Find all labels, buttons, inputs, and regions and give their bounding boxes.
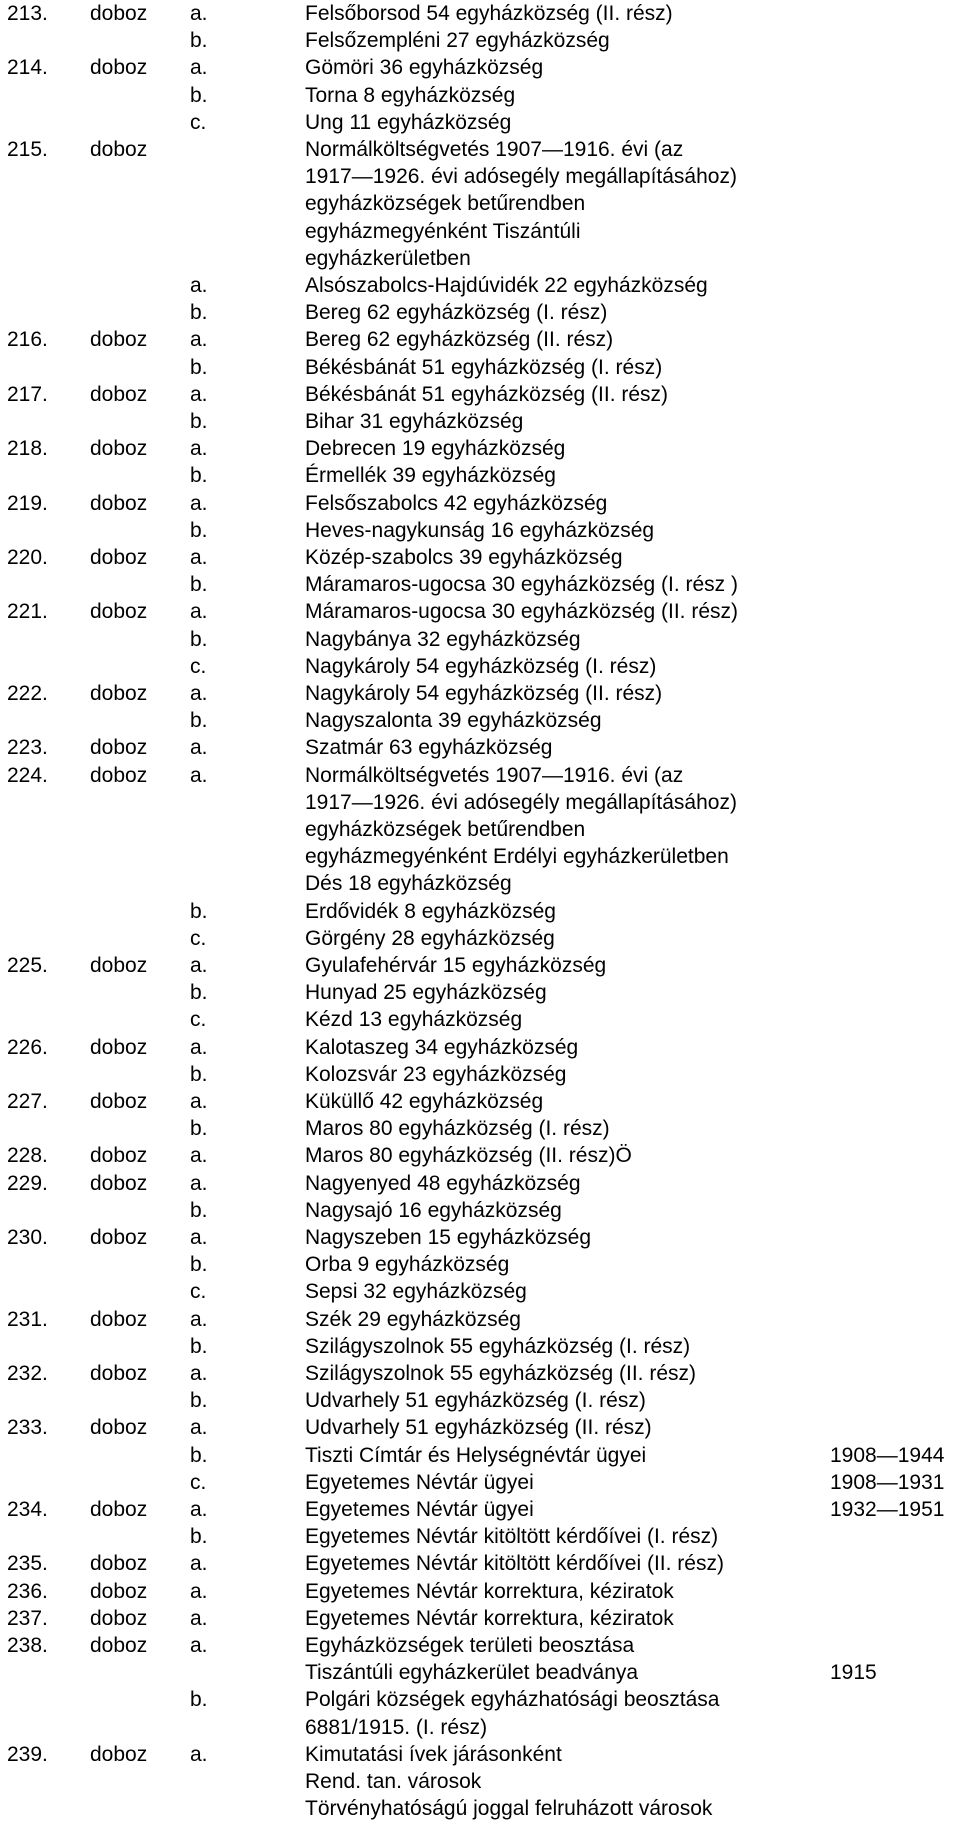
box-number: 228. (7, 1144, 48, 1168)
sub-item-letter: a. (190, 1579, 208, 1603)
list-row (0, 1469, 960, 1496)
entry-text: Rend. tan. városok (305, 1770, 482, 1793)
sub-item-letter: c. (190, 110, 207, 134)
entry-text: Máramaros-ugocsa 30 egyházközség (II. rész) (305, 600, 739, 624)
entry-text: Kolozsvár 23 egyházközség (305, 1062, 567, 1086)
entry-text: Nagybánya 32 egyházközség (305, 627, 581, 651)
sub-item-letter: a. (190, 1035, 208, 1059)
sub-item-letter: b. (190, 83, 208, 107)
entry-text: Egyetemes Névtár ügyei (305, 1470, 534, 1494)
sub-item-letter: a. (190, 1742, 208, 1766)
date-range: 1908—1931 (830, 1470, 945, 1494)
box-number: 239. (7, 1742, 48, 1766)
list-row (0, 1550, 960, 1577)
entry-text: Nagyszalonta 39 egyházközség (305, 709, 602, 733)
box-label: doboz (90, 491, 148, 515)
entry-text: Normálköltségvetés 1907—1916. évi (az (305, 763, 684, 787)
list-row (0, 1197, 960, 1224)
list-row (0, 190, 960, 217)
date-range: 1915 (830, 1661, 877, 1685)
sub-item-letter: a. (190, 1552, 208, 1576)
entry-text: Törvényhatóságú joggal felruházott városok (305, 1797, 713, 1821)
box-number: 230. (7, 1226, 48, 1249)
list-row (0, 1333, 960, 1360)
entry-text: Kézd 13 egyházközség (305, 1008, 523, 1032)
list-row (0, 354, 960, 381)
entry-text: Közép-szabolcs 39 egyházközség (305, 546, 623, 569)
list-row (0, 1659, 960, 1686)
list-row (0, 571, 960, 598)
entry-text: 1917—1926. évi adósegély megállapításához) (305, 165, 737, 189)
entry-text: Nagykároly 54 egyházközség (I. rész) (305, 654, 657, 678)
list-row (0, 82, 960, 109)
sub-item-letter: b. (190, 410, 208, 433)
sub-item-letter: b. (190, 29, 208, 53)
list-row (0, 680, 960, 707)
list-row (0, 136, 960, 163)
box-number: 218. (7, 437, 48, 461)
list-row (0, 490, 960, 517)
box-label: doboz (90, 736, 148, 760)
sub-item-letter: b. (190, 1525, 208, 1549)
sub-item-letter: a. (190, 1226, 208, 1249)
entry-text: Hunyad 25 egyházközség (305, 981, 547, 1005)
box-number: 222. (7, 682, 48, 705)
box-label: doboz (90, 1416, 148, 1440)
entry-text: Érmellék 39 egyházközség (305, 464, 556, 488)
box-number: 226. (7, 1035, 48, 1059)
list-row (0, 245, 960, 272)
box-label: doboz (90, 682, 148, 705)
box-label: doboz (90, 763, 148, 787)
entry-text: egyházközségek betűrendben (305, 818, 586, 841)
entry-text: Udvarhely 51 egyházközség (II. rész) (305, 1416, 652, 1440)
list-row (0, 762, 960, 789)
box-label: doboz (90, 1579, 148, 1603)
entry-text: Polgári községek egyházhatósági beosztása (305, 1688, 720, 1712)
entry-text: Erdővidék 8 egyházközség (305, 899, 556, 923)
box-number: 224. (7, 763, 48, 787)
sub-item-letter: a. (190, 682, 208, 705)
entry-text: Normálköltségvetés 1907—1916. évi (az (305, 138, 684, 161)
box-number: 220. (7, 546, 48, 569)
list-row (0, 925, 960, 952)
sub-item-letter: b. (190, 355, 208, 379)
box-number: 236. (7, 1579, 48, 1603)
entry-text: Nagyenyed 48 egyházközség (305, 1171, 581, 1195)
sub-item-letter: b. (190, 899, 208, 923)
list-row (0, 408, 960, 435)
sub-item-letter: c. (190, 654, 207, 678)
sub-item-letter: b. (190, 464, 208, 488)
entry-text: Szilágyszolnok 55 egyházközség (I. rész) (305, 1334, 691, 1358)
box-label: doboz (90, 328, 148, 352)
box-number: 217. (7, 382, 48, 406)
date-range: 1932—1951 (830, 1498, 945, 1521)
box-label: doboz (90, 1552, 148, 1576)
sub-item-letter: a. (190, 1171, 208, 1195)
box-label: doboz (90, 1606, 148, 1630)
box-number: 213. (7, 2, 48, 25)
list-row (0, 707, 960, 734)
list-row (0, 1714, 960, 1741)
sub-item-letter: a. (190, 56, 208, 80)
box-label: doboz (90, 1307, 148, 1331)
sub-item-letter: b. (190, 1117, 208, 1141)
box-label: doboz (90, 546, 148, 569)
box-label: doboz (90, 1498, 148, 1521)
box-number: 215. (7, 138, 48, 161)
entry-text: Egyházközségek területi beosztása (305, 1634, 635, 1657)
entry-text: Egyetemes Névtár kitöltött kérdőívei (II. rész) (305, 1552, 724, 1576)
list-row (0, 0, 960, 27)
entry-text: Nagykároly 54 egyházközség (II. rész) (305, 682, 663, 705)
entry-text: Görgény 28 egyházközség (305, 926, 555, 950)
box-number: 221. (7, 600, 48, 624)
list-row (0, 462, 960, 489)
entry-text: Egyetemes Névtár korrektura, kéziratok (305, 1606, 674, 1630)
entry-text: Egyetemes Névtár korrektura, kéziratok (305, 1579, 674, 1603)
list-row (0, 1360, 960, 1387)
sub-item-letter: b. (190, 1253, 208, 1277)
box-number: 234. (7, 1498, 48, 1521)
list-row (0, 1224, 960, 1251)
box-number: 231. (7, 1307, 48, 1331)
list-row (0, 1523, 960, 1550)
sub-item-letter: b. (190, 1688, 208, 1712)
sub-item-letter: a. (190, 546, 208, 569)
list-row (0, 1006, 960, 1033)
entry-text: Békésbánát 51 egyházközség (I. rész) (305, 355, 663, 379)
box-label: doboz (90, 1362, 148, 1385)
box-number: 214. (7, 56, 48, 80)
entry-text: Gömöri 36 egyházközség (305, 56, 544, 80)
entry-text: Tiszántúli egyházkerület beadványa (305, 1661, 639, 1685)
entry-text: Bereg 62 egyházközség (I. rész) (305, 301, 608, 325)
list-row (0, 598, 960, 625)
box-label: doboz (90, 138, 148, 161)
entry-text: egyházközségek betűrendben (305, 192, 586, 216)
entry-text: Gyulafehérvár 15 egyházközség (305, 954, 607, 977)
box-label: doboz (90, 2, 148, 25)
entry-text: Torna 8 egyházközség (305, 83, 516, 107)
box-label: doboz (90, 600, 148, 624)
entry-text: Kimutatási ívek járásonként (305, 1742, 562, 1766)
entry-text: 6881/1915. (I. rész) (305, 1715, 488, 1739)
sub-item-letter: c. (190, 1280, 207, 1304)
box-label: doboz (90, 1144, 148, 1168)
list-row (0, 626, 960, 653)
entry-text: Orba 9 egyházközség (305, 1253, 510, 1277)
entry-text: Maros 80 egyházközség (II. rész)Ö (305, 1144, 632, 1168)
box-number: 219. (7, 491, 48, 515)
entry-text: Udvarhely 51 egyházközség (I. rész) (305, 1389, 646, 1413)
list-row (0, 1142, 960, 1169)
entry-text: Egyetemes Névtár kitöltött kérdőívei (I. rész) (305, 1525, 719, 1549)
list-row (0, 1251, 960, 1278)
list-row (0, 218, 960, 245)
sub-item-letter: a. (190, 382, 208, 406)
sub-item-letter: c. (190, 926, 207, 950)
box-number: 238. (7, 1634, 48, 1657)
list-row (0, 272, 960, 299)
list-row (0, 1768, 960, 1795)
box-label: doboz (90, 1090, 148, 1113)
entry-text: Máramaros-ugocsa 30 egyházközség (I. rész ) (305, 573, 739, 597)
list-row (0, 843, 960, 870)
list-row (0, 517, 960, 544)
sub-item-letter: b. (190, 518, 208, 542)
sub-item-letter: b. (190, 1334, 208, 1358)
list-row (0, 1578, 960, 1605)
sub-item-letter: a. (190, 1416, 208, 1440)
entry-text: Kalotaszeg 34 egyházközség (305, 1035, 579, 1059)
entry-text: Heves-nagykunság 16 egyházközség (305, 518, 655, 542)
entry-text: Nagyszeben 15 egyházközség (305, 1226, 592, 1249)
list-row (0, 1088, 960, 1115)
list-row (0, 1414, 960, 1441)
box-number: 223. (7, 736, 48, 760)
sub-item-letter: a. (190, 600, 208, 624)
sub-item-letter: b. (190, 709, 208, 733)
list-row (0, 27, 960, 54)
list-row (0, 1496, 960, 1523)
sub-item-letter: b. (190, 1198, 208, 1222)
list-row (0, 1061, 960, 1088)
box-number: 237. (7, 1606, 48, 1630)
list-row (0, 163, 960, 190)
sub-item-letter: b. (190, 1062, 208, 1086)
box-label: doboz (90, 1171, 148, 1195)
entry-text: Egyetemes Névtár ügyei (305, 1498, 534, 1521)
sub-item-letter: a. (190, 2, 208, 25)
sub-item-letter: c. (190, 1008, 207, 1032)
entry-text: Bihar 31 egyházközség (305, 410, 524, 433)
entry-text: Szék 29 egyházközség (305, 1307, 521, 1331)
sub-item-letter: a. (190, 954, 208, 977)
list-row (0, 979, 960, 1006)
list-row (0, 435, 960, 462)
list-row (0, 1387, 960, 1414)
list-row (0, 816, 960, 843)
list-row (0, 1605, 960, 1632)
sub-item-letter: a. (190, 274, 208, 297)
entry-text: Sepsi 32 egyházközség (305, 1280, 527, 1304)
list-row (0, 898, 960, 925)
entry-text: Ung 11 egyházközség (305, 110, 512, 134)
list-row (0, 1306, 960, 1333)
entry-text: Maros 80 egyházközség (I. rész) (305, 1117, 610, 1141)
list-row (0, 1442, 960, 1469)
sub-item-letter: b. (190, 573, 208, 597)
list-row (0, 1686, 960, 1713)
list-row (0, 952, 960, 979)
entry-text: 1917—1926. évi adósegély megállapításához) (305, 790, 737, 814)
list-row (0, 734, 960, 761)
box-label: doboz (90, 1742, 148, 1766)
entry-text: Békésbánát 51 egyházközség (II. rész) (305, 382, 669, 406)
box-number: 227. (7, 1090, 48, 1113)
box-label: doboz (90, 437, 148, 461)
list-row (0, 1115, 960, 1142)
sub-item-letter: a. (190, 437, 208, 461)
sub-item-letter: b. (190, 1389, 208, 1413)
box-label: doboz (90, 1035, 148, 1059)
box-number: 216. (7, 328, 48, 352)
sub-item-letter: a. (190, 1090, 208, 1113)
sub-item-letter: a. (190, 1498, 208, 1521)
entry-text: Nagysajó 16 egyházközség (305, 1198, 562, 1222)
entry-text: Szilágyszolnok 55 egyházközség (II. rész) (305, 1362, 697, 1385)
sub-item-letter: a. (190, 1307, 208, 1331)
box-label: doboz (90, 1226, 148, 1249)
list-row (0, 870, 960, 897)
entry-text: Dés 18 egyházközség (305, 872, 512, 896)
list-row (0, 1795, 960, 1822)
list-row (0, 109, 960, 136)
entry-text: Tiszti Címtár és Helységnévtár ügyei (305, 1443, 647, 1467)
box-number: 225. (7, 954, 48, 977)
sub-item-letter: a. (190, 1606, 208, 1630)
box-number: 233. (7, 1416, 48, 1440)
list-row (0, 789, 960, 816)
box-number: 229. (7, 1171, 48, 1195)
list-row (0, 381, 960, 408)
box-label: doboz (90, 1634, 148, 1657)
list-row (0, 1278, 960, 1305)
entry-text: Felsőzempléni 27 egyházközség (305, 29, 610, 53)
list-row (0, 54, 960, 81)
list-row (0, 1632, 960, 1659)
sub-item-letter: a. (190, 1634, 208, 1657)
entry-text: egyházmegyénként Tiszántúli (305, 219, 581, 243)
list-row (0, 544, 960, 571)
entry-text: Bereg 62 egyházközség (II. rész) (305, 328, 614, 352)
entry-text: Szatmár 63 egyházközség (305, 736, 553, 760)
entry-text: Debrecen 19 egyházközség (305, 437, 566, 461)
sub-item-letter: b. (190, 301, 208, 325)
list-row (0, 326, 960, 353)
list-row (0, 1034, 960, 1061)
sub-item-letter: a. (190, 1362, 208, 1385)
box-label: doboz (90, 954, 148, 977)
box-label: doboz (90, 56, 148, 80)
sub-item-letter: b. (190, 1443, 208, 1467)
sub-item-letter: a. (190, 763, 208, 787)
sub-item-letter: a. (190, 1144, 208, 1168)
list-row (0, 1170, 960, 1197)
sub-item-letter: a. (190, 491, 208, 515)
box-number: 235. (7, 1552, 48, 1576)
list-row (0, 653, 960, 680)
entry-text: Felsőszabolcs 42 egyházközség (305, 491, 608, 515)
sub-item-letter: a. (190, 328, 208, 352)
entry-text: Alsószabolcs-Hajdúvidék 22 egyházközség (305, 274, 708, 297)
box-number: 232. (7, 1362, 48, 1385)
sub-item-letter: a. (190, 736, 208, 760)
sub-item-letter: b. (190, 627, 208, 651)
entry-text: egyházmegyénként Erdélyi egyházkerületben (305, 845, 729, 869)
list-row (0, 1741, 960, 1768)
entry-text: egyházkerületben (305, 246, 471, 270)
box-label: doboz (90, 382, 148, 406)
entry-text: Küküllő 42 egyházközség (305, 1090, 544, 1113)
list-row (0, 299, 960, 326)
sub-item-letter: b. (190, 981, 208, 1005)
sub-item-letter: c. (190, 1470, 207, 1494)
date-range: 1908—1944 (830, 1443, 945, 1467)
entry-text: Felsőborsod 54 egyházközség (II. rész) (305, 2, 673, 25)
